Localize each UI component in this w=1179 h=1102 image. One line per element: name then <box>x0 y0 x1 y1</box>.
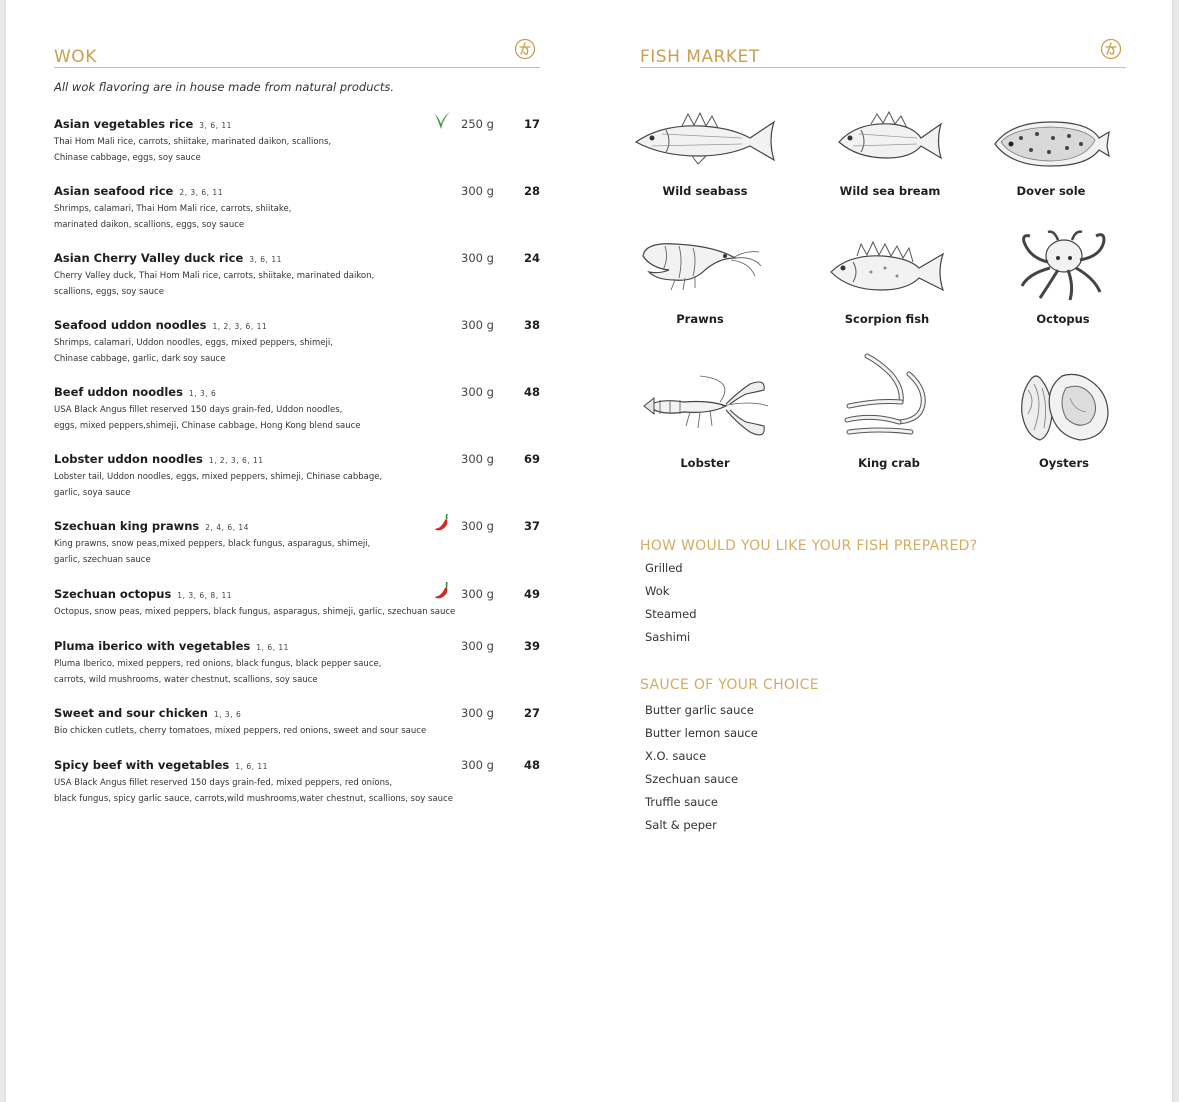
preparation-option-steamed: Steamed <box>645 607 697 621</box>
sauce-option-butter-garlic: Butter garlic sauce <box>645 703 754 717</box>
dish-name: Seafood uddon noodles <box>54 318 207 332</box>
dish-allergens: 2, 4, 6, 14 <box>205 523 249 532</box>
dish-description <box>54 605 464 621</box>
dish-name: Asian Cherry Valley duck rice <box>54 251 244 265</box>
brand-logo-icon <box>514 38 536 60</box>
dish-allergens: 3, 6, 11 <box>249 255 282 264</box>
dish-price: 17 <box>523 117 540 131</box>
fish-label: Wild seabass <box>662 184 748 198</box>
sauce-option-butter-lemon: Butter lemon sauce <box>645 726 758 740</box>
dish-desc-line: garlic, szechuan sauce <box>54 554 151 565</box>
menu-page <box>6 0 1172 1102</box>
octopus-icon <box>1018 228 1108 302</box>
fish-label: Dover sole <box>1016 184 1086 198</box>
dish-description <box>54 135 454 166</box>
dish-weight: 300 g <box>461 639 494 653</box>
dish-description <box>54 776 474 807</box>
dish-allergens: 3, 6, 11 <box>199 121 232 130</box>
wok-header <box>54 0 540 68</box>
fish-item-king-crab <box>814 352 964 470</box>
scorpion-fish-icon <box>827 236 947 298</box>
dish-weight: 300 g <box>461 587 494 601</box>
fish-label: Lobster <box>680 456 730 470</box>
dish-price: 27 <box>523 706 540 720</box>
dish-desc-line: Cherry Valley duck, Thai Hom Mali rice, carrots, shiitake, marinated daikon, <box>54 271 375 281</box>
dish-description <box>54 724 454 740</box>
dish-allergens: 1, 3, 6 <box>188 389 217 398</box>
dish-price: 48 <box>523 385 540 399</box>
dish-name: Asian seafood rice <box>54 184 174 198</box>
dish-title <box>54 519 249 533</box>
dish-title <box>54 758 268 772</box>
dish-desc-line: Chinase cabbage, garlic, dark soy sauce <box>54 353 226 364</box>
preparation-option-sashimi: Sashimi <box>645 630 691 644</box>
dish-title <box>54 639 289 653</box>
dish-price: 38 <box>523 318 540 332</box>
dish-desc-line: King prawns, snow peas,mixed peppers, black fungus, asparagus, shimeji, <box>54 539 371 549</box>
dish-desc-line: garlic, soya sauce <box>54 487 131 498</box>
dish-title <box>54 117 232 131</box>
fish-item-octopus <box>988 228 1138 326</box>
fish-item-lobster <box>630 370 780 470</box>
sauce-option-salt-peper: Salt & peper <box>645 818 717 832</box>
dish-title <box>54 318 267 332</box>
dish-title <box>54 706 241 720</box>
dish-title <box>54 587 232 601</box>
dish-weight: 300 g <box>461 452 494 466</box>
dish-allergens: 1, 6, 11 <box>256 643 289 652</box>
fish-label: Prawns <box>676 312 724 326</box>
fish-item-dover-sole <box>976 108 1126 198</box>
dish-allergens: 1, 3, 6, 8, 11 <box>177 591 232 600</box>
dish-desc-line: scallions, eggs, soy sauce <box>54 286 164 297</box>
dish-desc-line: Shrimps, calamari, Thai Hom Mali rice, carrots, shiitake, <box>54 204 292 214</box>
dish-desc-line: marinated daikon, scallions, eggs, soy sauce <box>54 219 245 230</box>
dish-desc-line: Octopus, snow peas, mixed peppers, black fungus, asparagus, shimeji, garlic, szechuan sauce <box>54 607 456 617</box>
fish-item-oysters <box>989 370 1139 470</box>
preparation-option-wok: Wok <box>645 584 670 598</box>
dish-weight: 300 g <box>461 519 494 533</box>
prawn-icon <box>635 236 765 298</box>
fish-label: Octopus <box>1036 312 1090 326</box>
dish-desc-line: Bio chicken cutlets, cherry tomatoes, mixed peppers, red onions, sweet and sour sauce <box>54 726 427 736</box>
wok-section <box>54 0 540 804</box>
oysters-icon <box>1016 370 1112 446</box>
dish-desc-line: eggs, mixed peppers,shimeji, Chinase cabbage, Hong Kong blend sauce <box>54 420 361 431</box>
sauce-option-szechuan: Szechuan sauce <box>645 772 739 786</box>
dish-desc-line: carrots, wild mushrooms, water chestnut, scallions, soy sauce <box>54 674 318 685</box>
fish-market-title: FISH MARKET <box>640 47 760 67</box>
dish-allergens: 1, 2, 3, 6, 11 <box>212 322 268 331</box>
sauce-option-truffle: Truffle sauce <box>645 795 718 809</box>
fish-label: Wild sea bream <box>839 184 941 198</box>
preparation-option-grilled: Grilled <box>645 561 683 575</box>
wok-title: WOK <box>54 47 97 67</box>
sauce-title: SAUCE OF YOUR CHOICE <box>640 677 819 693</box>
sea-bream-icon <box>835 108 945 170</box>
dish-weight: 250 g <box>461 117 494 131</box>
dish-description <box>54 336 454 367</box>
king-crab-icon <box>839 352 939 438</box>
chili-pepper-icon <box>432 512 452 534</box>
brand-logo-icon <box>1100 38 1122 60</box>
dover-sole-icon <box>991 108 1111 170</box>
dish-price: 39 <box>523 639 540 653</box>
dish-price: 37 <box>523 519 540 533</box>
dish-desc-line: USA Black Angus fillet reserved 150 days grain-fed, Uddon noodles, <box>54 405 343 415</box>
dish-title <box>54 385 216 399</box>
dish-allergens: 2, 3, 6, 11 <box>179 188 223 197</box>
fish-label: King crab <box>858 456 920 470</box>
fish-label: Scorpion fish <box>844 312 930 326</box>
fish-item-scorpion-fish <box>812 236 962 326</box>
dish-name: Sweet and sour chicken <box>54 706 208 720</box>
dish-weight: 300 g <box>461 184 494 198</box>
dish-name: Beef uddon noodles <box>54 385 183 399</box>
fish-item-prawns <box>625 236 775 326</box>
dish-description <box>54 403 454 434</box>
dish-allergens: 1, 2, 3, 6, 11 <box>208 456 264 465</box>
dish-desc-line: Lobster tail, Uddon noodles, eggs, mixed peppers, shimeji, Chinase cabbage, <box>54 472 383 482</box>
dish-weight: 300 g <box>461 318 494 332</box>
dish-desc-line: Thai Hom Mali rice, carrots, shiitake, marinated daikon, scallions, <box>54 137 332 147</box>
dish-allergens: 1, 6, 11 <box>235 762 268 771</box>
wok-note: All wok flavoring are in house made from natural products. <box>54 80 394 94</box>
dish-desc-line: Shrimps, calamari, Uddon noodles, eggs, mixed peppers, shimeji, <box>54 338 333 348</box>
dish-price: 48 <box>523 758 540 772</box>
fish-item-wild-seabass <box>630 108 780 198</box>
dish-weight: 300 g <box>461 706 494 720</box>
dish-description <box>54 657 454 688</box>
fish-market-section <box>640 0 1126 832</box>
chili-pepper-icon <box>432 580 452 602</box>
dish-desc-line: USA Black Angus fillet reserved 150 days grain-fed, mixed peppers, red onions, <box>54 778 393 788</box>
dish-desc-line: Chinase cabbage, eggs, soy sauce <box>54 152 201 163</box>
dish-title <box>54 251 282 265</box>
dish-description <box>54 470 454 501</box>
vegan-leaf-icon <box>432 110 452 132</box>
fish-item-wild-sea-bream <box>815 108 965 198</box>
dish-desc-line: black fungus, spicy garlic sauce, carrots,wild mushrooms,water chestnut, scallions, soy sauce <box>54 793 453 804</box>
dish-weight: 300 g <box>461 758 494 772</box>
dish-description <box>54 202 454 233</box>
dish-title <box>54 184 223 198</box>
fish-label: Oysters <box>1039 456 1089 470</box>
sauce-option-xo: X.O. sauce <box>645 749 707 763</box>
dish-name: Szechuan king prawns <box>54 519 200 533</box>
dish-price: 49 <box>523 587 540 601</box>
dish-name: Pluma iberico with vegetables <box>54 639 251 653</box>
lobster-icon <box>640 370 770 446</box>
dish-name: Szechuan octopus <box>54 587 172 601</box>
dish-weight: 300 g <box>461 385 494 399</box>
dish-allergens: 1, 3, 6 <box>213 710 242 719</box>
dish-price: 69 <box>523 452 540 466</box>
dish-name: Spicy beef with vegetables <box>54 758 230 772</box>
dish-price: 28 <box>523 184 540 198</box>
fish-market-header <box>640 0 1126 68</box>
dish-desc-line: Pluma Iberico, mixed peppers, red onions, black fungus, black pepper sauce, <box>54 659 382 669</box>
dish-description <box>54 537 454 568</box>
dish-name: Lobster uddon noodles <box>54 452 203 466</box>
seabass-icon <box>632 108 778 170</box>
dish-price: 24 <box>523 251 540 265</box>
dish-weight: 300 g <box>461 251 494 265</box>
dish-description <box>54 269 454 300</box>
dish-title <box>54 452 264 466</box>
dish-name: Asian vegetables rice <box>54 117 194 131</box>
preparation-title: HOW WOULD YOU LIKE YOUR FISH PREPARED? <box>640 538 978 554</box>
